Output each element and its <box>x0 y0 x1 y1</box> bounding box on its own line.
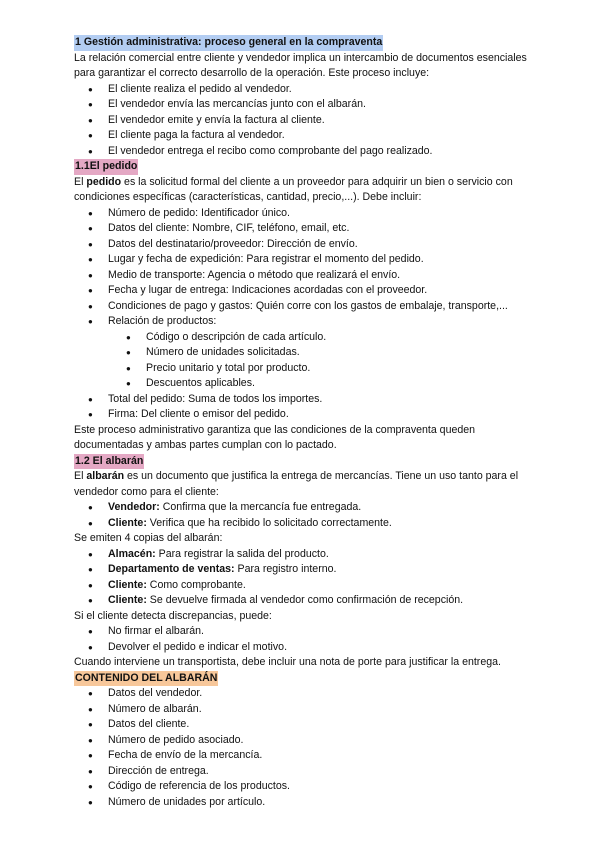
section-1-2-heading: 1.2 El albarán <box>74 454 144 470</box>
list-item <box>74 547 539 563</box>
sub-list-item: ● Descuentos aplicables. <box>74 376 539 392</box>
list-item: ● Firma: Del cliente o emisor del pedido. <box>74 407 539 423</box>
section-1 <box>74 35 539 159</box>
roles-list <box>74 500 539 531</box>
pedido-list-continued <box>74 392 539 423</box>
contenido-list <box>74 686 539 810</box>
item-text: Verifica que ha recibido lo solicitado correctamente. <box>146 516 392 529</box>
section-1-2-intro <box>74 469 539 500</box>
list-item: ● El cliente realiza el pedido al vendedor. <box>74 82 539 98</box>
section-1-1-intro <box>74 175 539 206</box>
section-1-2 <box>74 454 539 671</box>
list-item <box>74 516 539 532</box>
sub-list-item: ● Precio unitario y total por producto. <box>74 361 539 377</box>
list-item: ● El vendedor emite y envía la factura al cliente. <box>74 113 539 129</box>
intro-prefix: El <box>74 470 87 482</box>
item-term: Cliente: <box>108 594 147 606</box>
list-item <box>74 562 539 578</box>
list-item: ● Lugar y fecha de expedición: Para registrar el momento del pedido. <box>74 252 539 268</box>
list-item: ● Número de albarán. <box>74 702 539 718</box>
productos-sublist <box>74 330 539 392</box>
list-item: ● Datos del cliente. <box>74 717 539 733</box>
section-1-1-heading: 1.1El pedido <box>74 159 138 175</box>
item-text: Para registrar la salida del producto. <box>155 547 329 560</box>
intro-prefix: El <box>74 175 87 188</box>
item-text: Confirma que la mercancía fue entregada. <box>159 501 362 513</box>
list-item: ● Relación de productos: <box>74 314 539 330</box>
section-1-1-closing: Este proceso administrativo garantiza que las condiciones de la compraventa queden documentadas y ambas partes cumplan con lo pactado. <box>74 423 476 451</box>
list-item: ● Código de referencia de los productos. <box>74 779 539 795</box>
sub-list-item: ● Número de unidades solicitadas. <box>74 345 539 361</box>
copies-intro: Se emiten 4 copias del albarán: <box>74 532 223 544</box>
list-item: ● Datos del cliente: Nombre, CIF, teléfono, email, etc. <box>74 221 539 237</box>
intro-term: albarán <box>86 470 125 482</box>
item-term: Departamento de ventas: <box>108 563 235 575</box>
discrepancy-intro: Si el cliente detecta discrepancias, puede: <box>74 609 272 622</box>
item-term: Cliente: <box>108 516 147 529</box>
intro-term: pedido <box>86 175 122 188</box>
list-item: ● Datos del destinatario/proveedor: Dirección de envío. <box>74 237 539 253</box>
list-item: ● Condiciones de pago y gastos: Quién corre con los gastos de embalaje, transporte,... <box>74 299 539 315</box>
contenido-section <box>74 671 539 811</box>
list-item: ● Datos del vendedor. <box>74 686 539 702</box>
item-text: Como comprobante. <box>146 578 246 591</box>
item-text: Para registro interno. <box>234 563 337 575</box>
list-item: ● Devolver el pedido e indicar el motivo. <box>74 640 539 656</box>
contenido-heading: CONTENIDO DEL ALBARÁN <box>74 671 218 687</box>
section-1-intro: La relación comercial entre cliente y vendedor implica un intercambio de documentos esenciales para garantizar el correcto desarrollo de la operación. Este proceso incluye: <box>74 51 527 79</box>
list-item: ● Número de pedido asociado. <box>74 733 539 749</box>
sub-list-item: ● Código o descripción de cada artículo. <box>74 330 539 346</box>
item-term: Vendedor: <box>108 501 160 513</box>
list-item: ● El vendedor envía las mercancías junto con el albarán. <box>74 97 539 113</box>
transport-note: Cuando interviene un transportista, debe incluir una nota de porte para justificar la entrega. <box>74 656 501 668</box>
list-item: ● Número de unidades por artículo. <box>74 795 539 811</box>
list-item: ● Medio de transporte: Agencia o método que realizará el envío. <box>74 268 539 284</box>
list-item: ● No firmar el albarán. <box>74 624 539 640</box>
section-1-list <box>74 82 539 160</box>
section-1-heading: 1 Gestión administrativa: proceso general en la compraventa <box>74 35 383 51</box>
pedido-list <box>74 206 539 330</box>
list-item <box>74 500 539 516</box>
list-item: ● Fecha y lugar de entrega: Indicaciones acordadas con el proveedor. <box>74 283 539 299</box>
list-item: ● Número de pedido: Identificador único. <box>74 206 539 222</box>
list-item <box>74 578 539 594</box>
list-item: ● Fecha de envío de la mercancía. <box>74 748 539 764</box>
list-item: ● Total del pedido: Suma de todos los importes. <box>74 392 539 408</box>
item-text: Se devuelve firmada al vendedor como confirmación de recepción. <box>146 594 464 606</box>
discrepancy-list <box>74 624 539 655</box>
list-item: ● El cliente paga la factura al vendedor. <box>74 128 539 144</box>
intro-rest: es la solicitud formal del cliente a un proveedor para adquirir un bien o servicio con condiciones específicas (características, cantidad, precio,...). Debe incluir: <box>74 175 513 203</box>
section-1-1 <box>74 159 539 454</box>
list-item: ● Dirección de entrega. <box>74 764 539 780</box>
intro-rest: es un documento que justifica la entrega de mercancías. Tiene un uso tanto para el vendedor como para el cliente: <box>74 470 519 498</box>
item-term: Cliente: <box>108 578 147 591</box>
copies-list <box>74 547 539 609</box>
item-term: Almacén: <box>108 547 156 560</box>
list-item: ● El vendedor entrega el recibo como comprobante del pago realizado. <box>74 144 539 160</box>
list-item <box>74 593 539 609</box>
